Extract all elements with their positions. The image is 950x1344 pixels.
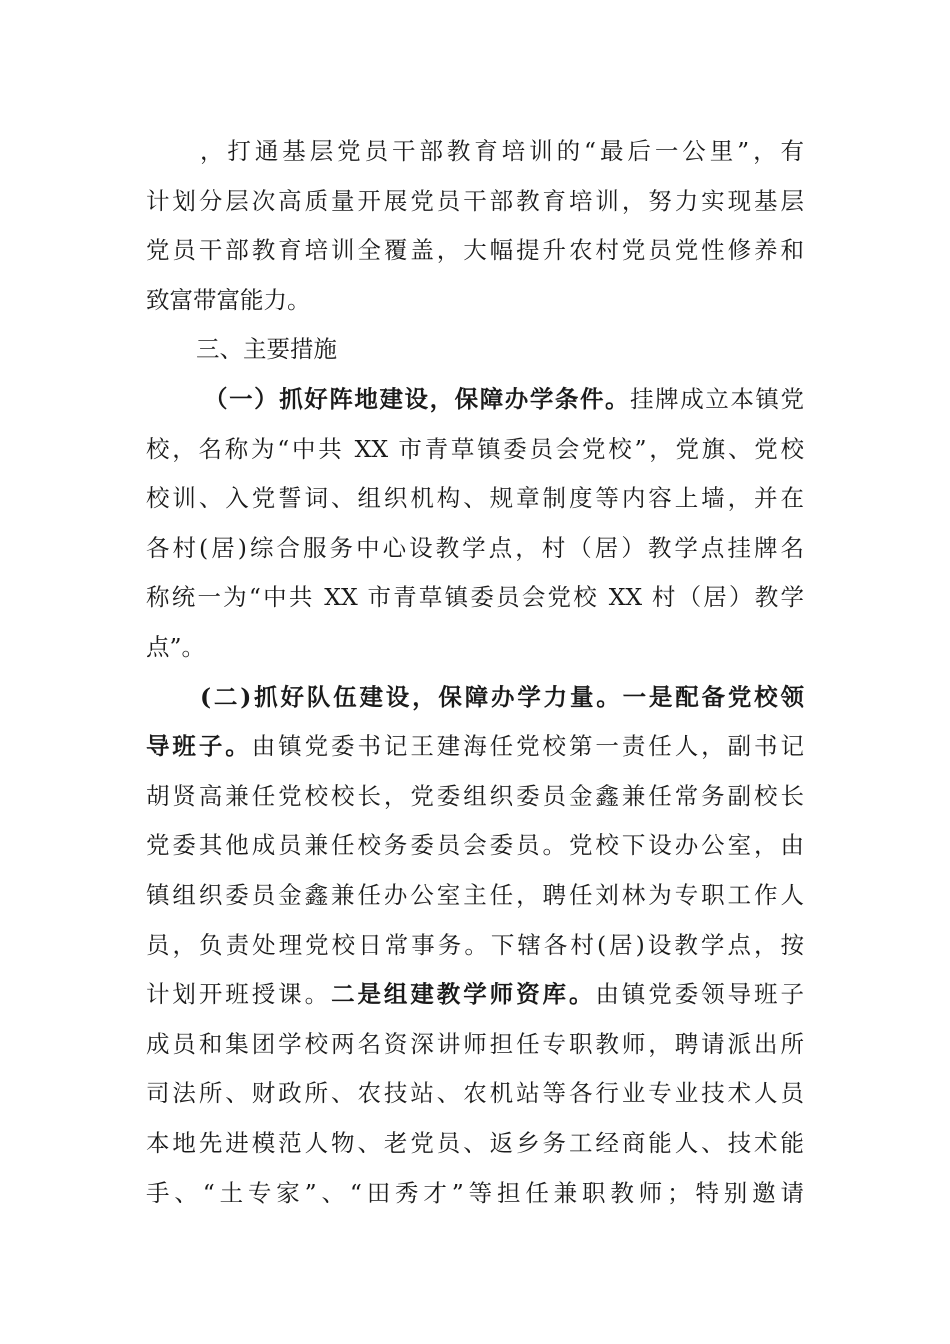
text-line (146, 230, 804, 270)
text-line (146, 181, 804, 221)
bold-heading-text: 二是组建教学师资库。 (331, 980, 596, 1009)
body-text: 校训、入党誓词、组织机构、规章制度等内容上墙，并在 (146, 484, 804, 513)
body-text: 镇组织委员金鑫兼任办公室主任，聘任刘林为专职工作人 (146, 881, 804, 909)
body-text: 本地先进模范人物、老党员、返乡务工经商能人、技术能 (146, 1129, 804, 1157)
text-line (146, 875, 804, 915)
body-text: 由镇党委领导班子 (595, 980, 804, 1009)
body-text: 校，名称为“中共 XX 市青草镇委员会党校”，党旗、党校 (146, 434, 804, 463)
text-line (146, 925, 804, 965)
text-line (196, 329, 804, 369)
text-line (200, 677, 804, 717)
body-text: 党员干部教育培训全覆盖，大幅提升农村党员党性修养和 (146, 236, 804, 265)
text-line (200, 131, 804, 171)
body-text: 计划分层次高质量开展党员干部教育培训，努力实现基层 (146, 186, 804, 215)
text-line (146, 1073, 804, 1113)
text-line (146, 1123, 804, 1163)
body-text: 手、“土专家”、“田秀才”等担任兼职教师；特别邀请 (146, 1178, 804, 1207)
text-line (146, 577, 804, 617)
text-line (146, 528, 804, 568)
text-line (146, 1173, 804, 1213)
body-text: 成员和集团学校两名资深讲师担任专职教师，聘请派出所 (146, 1029, 804, 1058)
bold-heading-text: (二)抓好队伍建设，保障办学力量。一是配备党校领 (200, 682, 804, 711)
text-line (146, 478, 804, 518)
text-line (146, 429, 804, 469)
body-text: 由镇党委书记王建海任党校第一责任人，副书记 (251, 732, 804, 761)
text-line (146, 627, 804, 667)
bold-heading-text: （一）抓好阵地建设，保障办学条件。 (204, 385, 631, 413)
text-line (146, 726, 804, 766)
body-text: 三、主要措施 (196, 335, 337, 364)
text-line (146, 280, 804, 320)
text-line (204, 379, 804, 419)
body-text: 致富带富能力。 (146, 285, 311, 314)
body-text: 计划开班授课。 (146, 980, 332, 1009)
text-line (146, 974, 804, 1014)
body-text: 称统一为“中共 XX 市青草镇委员会党校 XX 村（居）教学 (146, 583, 804, 612)
body-text: 党委其他成员兼任校务委员会委员。党校下设办公室，由 (146, 831, 804, 860)
text-line (146, 1024, 804, 1064)
text-line (146, 776, 804, 816)
body-text: 司法所、财政所、农技站、农机站等各行业专业技术人员 (146, 1079, 804, 1108)
body-text: 各村(居)综合服务中心设教学点，村（居）教学点挂牌名 (146, 533, 804, 562)
body-text: 员，负责处理党校日常事务。下辖各村(居)设教学点，按 (146, 930, 804, 959)
bold-heading-text: 导班子。 (146, 732, 252, 761)
body-text: 挂牌成立本镇党 (630, 385, 805, 413)
text-line (146, 825, 804, 865)
body-text: ，打通基层党员干部教育培训的“最后一公里”，有 (200, 137, 804, 165)
body-text: 点”。 (146, 633, 206, 661)
body-text: 胡贤高兼任党校校长，党委组织委员金鑫兼任常务副校长 (146, 781, 804, 810)
